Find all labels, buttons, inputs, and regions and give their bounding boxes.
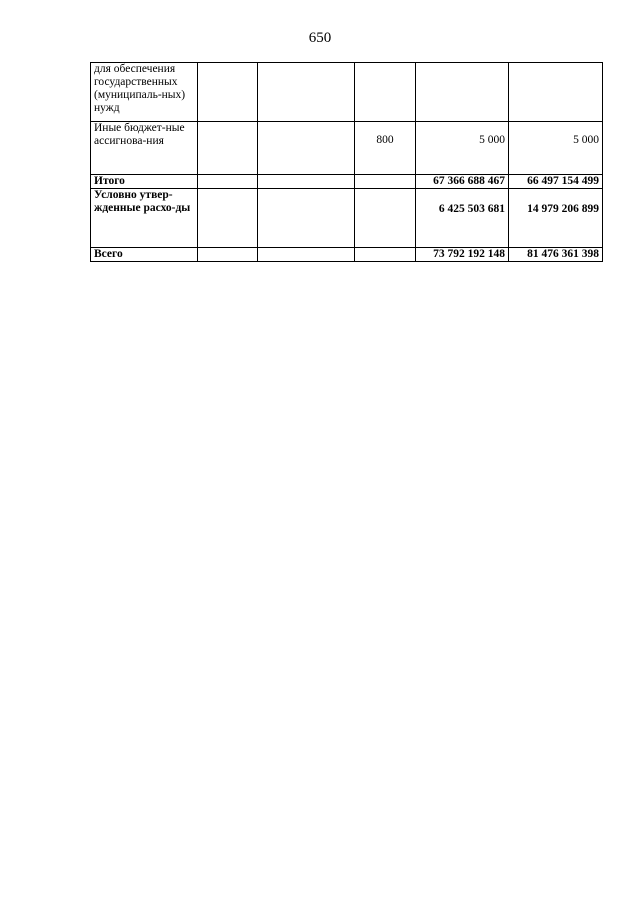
row-name: Всего bbox=[91, 248, 198, 262]
row-sum-1: 6 425 503 681 bbox=[416, 189, 509, 248]
row-code-2 bbox=[258, 175, 355, 189]
row-sum-1 bbox=[416, 63, 509, 122]
table-row bbox=[91, 122, 603, 175]
row-code-2 bbox=[258, 122, 355, 175]
row-code-3: 800 bbox=[355, 122, 416, 175]
budget-table bbox=[90, 62, 603, 262]
row-sum-2: 66 497 154 499 bbox=[509, 175, 603, 189]
row-sum-2: 5 000 bbox=[509, 122, 603, 175]
row-code-2 bbox=[258, 63, 355, 122]
row-sum-1: 73 792 192 148 bbox=[416, 248, 509, 262]
row-code-1 bbox=[198, 63, 258, 122]
table-row-conditional bbox=[91, 189, 603, 248]
row-name: для обеспечения государственных (муниципаль-ных) нужд bbox=[91, 63, 198, 122]
row-code-1 bbox=[198, 175, 258, 189]
row-sum-1: 5 000 bbox=[416, 122, 509, 175]
page-number: 650 bbox=[308, 30, 332, 46]
table-row bbox=[91, 63, 603, 122]
row-code-3 bbox=[355, 175, 416, 189]
row-sum-1: 67 366 688 467 bbox=[416, 175, 509, 189]
row-name: Иные бюджет-ные ассигнова-ния bbox=[91, 122, 198, 175]
row-code-3 bbox=[355, 189, 416, 248]
row-sum-2: 81 476 361 398 bbox=[509, 248, 603, 262]
row-code-2 bbox=[258, 189, 355, 248]
table-row-grand-total bbox=[91, 248, 603, 262]
row-sum-2 bbox=[509, 63, 603, 122]
row-name: Итого bbox=[91, 175, 198, 189]
row-code-3 bbox=[355, 248, 416, 262]
table-row-total bbox=[91, 175, 603, 189]
row-code-3 bbox=[355, 63, 416, 122]
row-code-1 bbox=[198, 248, 258, 262]
row-code-1 bbox=[198, 122, 258, 175]
row-name: Условно утвер-жденные расхо-ды bbox=[91, 189, 198, 248]
row-sum-2: 14 979 206 899 bbox=[509, 189, 603, 248]
row-code-1 bbox=[198, 189, 258, 248]
row-code-2 bbox=[258, 248, 355, 262]
